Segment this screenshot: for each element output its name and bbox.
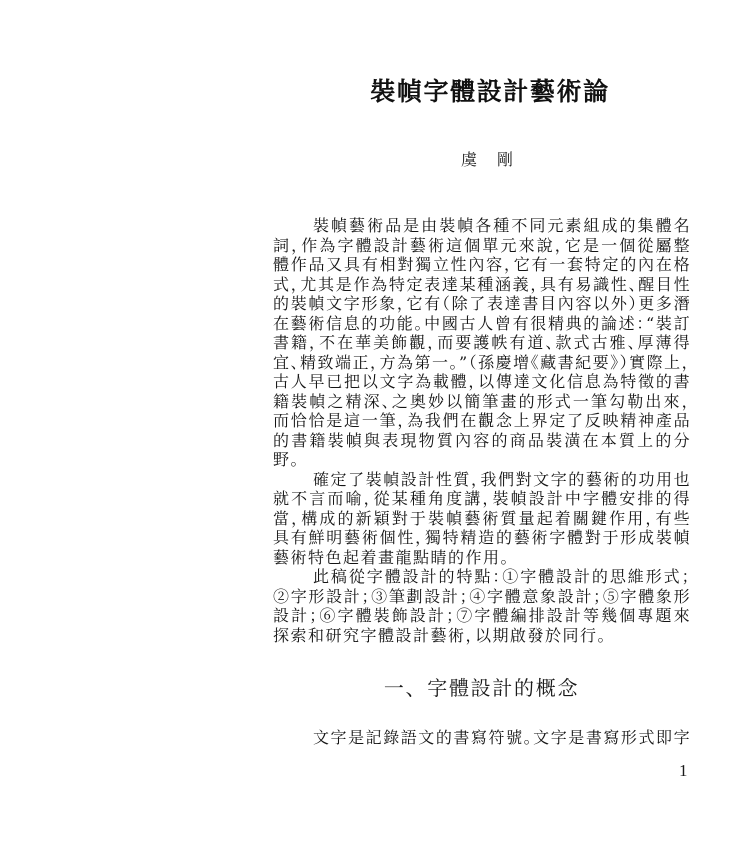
text-line: 詞，作為字體設計藝術這個單元來說，它是一個從屬整 <box>273 235 690 255</box>
text-line: 裝幀藝術品是由裝幀各種不同元素組成的集體名 <box>313 216 690 235</box>
text-line: 而恰恰是這一筆，為我們在觀念上界定了反映精神產品 <box>273 411 690 430</box>
text-line: 古人早已把以文字為載體，以傳達文化信息為特徵的書 <box>273 372 690 391</box>
section-heading: 一、字體設計的概念 <box>383 676 580 700</box>
text-line: 體作品又具有相對獨立性內容，它有一套特定的內在格 <box>273 255 690 274</box>
paragraph <box>273 216 690 470</box>
text-line: 文字是記錄語文的書寫符號。文字是書寫形式即字 <box>313 728 690 747</box>
text-line: ②字形設計；③筆劃設計；④字體意象設計；⑤字體象形 <box>273 586 690 606</box>
text-line: 書籍，不在華美飾觀，而要護帙有道、款式古雅、厚薄得 <box>273 333 690 352</box>
text-line: 藝術特色起着畫龍點睛的作用。 <box>273 547 511 567</box>
text-line: 探索和研究字體設計藝術，以期啟發於同行。 <box>273 625 608 645</box>
article-title: 裝幀字體設計藝術論 <box>370 77 610 106</box>
author-name: 虞 剛 <box>460 150 514 169</box>
text-line: 確定了裝幀設計性質，我們對文字的藝術的功用也 <box>313 469 690 489</box>
paragraph <box>273 470 690 568</box>
paragraph <box>273 567 690 645</box>
intro-text <box>273 216 690 645</box>
text-line: 設計；⑥字體裝飾設計；⑦字體編排設計等幾個專題來 <box>273 606 690 625</box>
paragraph <box>273 728 690 748</box>
page-number: 1 <box>679 761 688 780</box>
text-line: 籍裝幀之精深、之奧妙以簡筆畫的形式一筆勾勒出來， <box>273 391 690 411</box>
text-line: 的裝幀文字形象，它有（除了表達書目內容以外）更多潛 <box>273 294 690 313</box>
text-line: 野。 <box>273 450 301 469</box>
text-line: 式，尤其是作為特定表達某種涵義，具有易識性、醒目性 <box>273 274 690 294</box>
text-line: 當，構成的新穎對于裝幀藝術質量起着關鍵作用，有些 <box>273 508 690 528</box>
text-line: 在藝術信息的功能。中國古人曾有很精典的論述：“裝訂 <box>273 313 690 333</box>
text-line: 具有鮮明藝術個性，獨特精造的藝術字體對于形成裝幀 <box>273 528 690 547</box>
text-line: 宜、精致端正，方為第一。”（孫慶增《藏書紀要》）實際上， <box>273 352 690 372</box>
text-line: 的書籍裝幀與表現物質內容的商品裝潢在本質上的分 <box>273 430 690 450</box>
text-line: 就不言而喻，從某種角度講，裝幀設計中字體安排的得 <box>273 489 690 508</box>
text-line: 此稿從字體設計的特點：①字體設計的思維形式； <box>313 567 690 586</box>
section-text <box>273 728 690 748</box>
